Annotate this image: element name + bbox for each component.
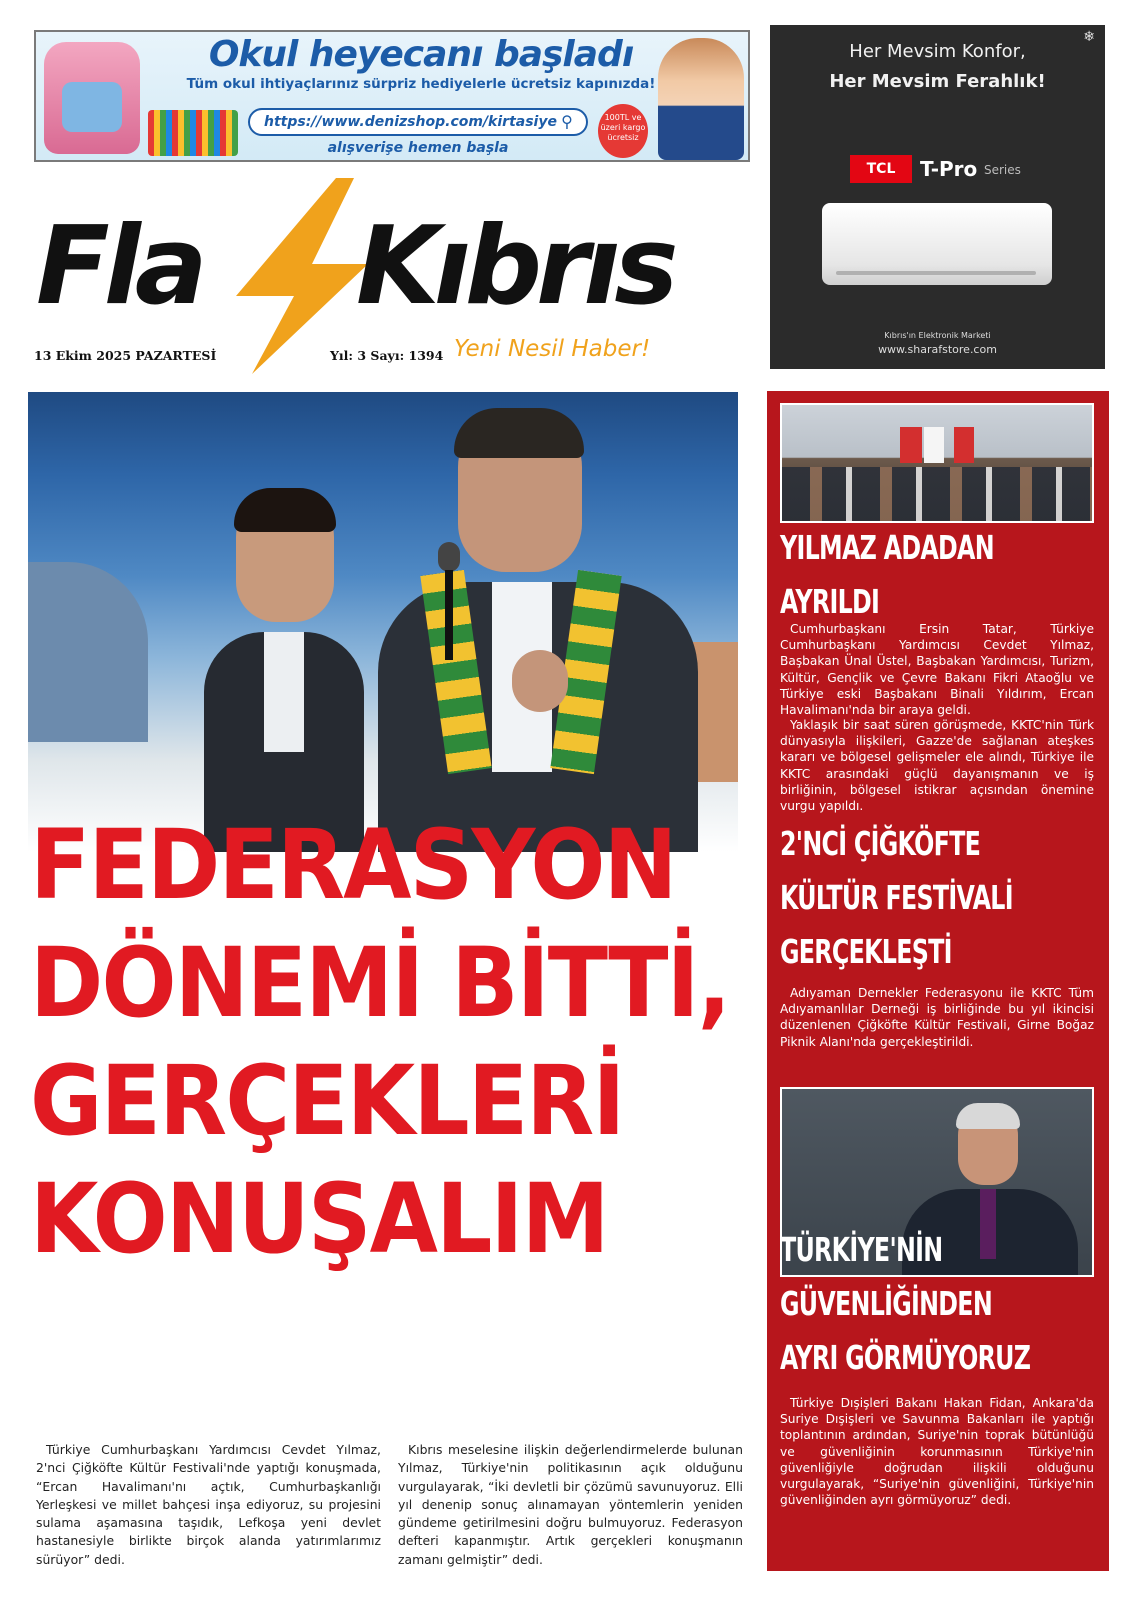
tcl-logo: TCL [850,155,912,183]
ad-subline: Tüm okul ihtiyaçlarınız sürpriz hediyelerle ücretsiz kapınızda! [186,76,656,92]
ad-headline: Okul heyecanı başladı [208,34,634,75]
news-sidebar [767,391,1109,1571]
story2-headline-line[interactable]: 2'NCİ ÇİĞKÖFTE [780,824,981,863]
main-headline[interactable] [30,806,770,1278]
snowflake-icon: ❄ [1083,29,1095,45]
issue-date: 13 Ekim 2025 PAZARTESİ [34,348,217,363]
free-shipping-badge: 100TL ve üzeri kargo ücretsiz [598,104,648,158]
story1-headline-line[interactable]: YILMAZ ADADAN [780,528,994,567]
background-hill [28,562,148,742]
ad-line2: Her Mevsim Ferahlık! [829,71,1046,92]
search-icon: ⚲ [561,112,573,131]
air-conditioner-image [822,203,1052,285]
main-story-photo [28,392,738,852]
story1-body-1: Cumhurbaşkanı Ersin Tatar, Türkiye Cumhurbaşkanı Yardımcısı Cevdet Yılmaz, Başbakan Ünal Üstel, Başbakan Yardımcısı, Turizm, Kültür, Gençlik ve Çevre Bakanı Fikri Ataoğlu ve Türkiye eski Başbakanı Binali Yıldırım, Ercan Havalimanı'nda bir araya geldi. [780,622,1094,718]
issue-number: Yıl: 3 Sayı: 1394 [330,348,444,363]
ad-line1: Her Mevsim Konfor, [849,41,1026,62]
main-story-column-2: Kıbrıs meselesine ilişkin değerlendirmelerde bulunan Yılmaz, Türkiye'nin politikasının açık olduğunu vurgulayarak, “İki devletli bir çözümü savunuyoruz. Elli yıl denenip sonuç alınamayan yöntemlerin yeniden gündeme getirilmesini doğru bulmuyoruz. Federasyon defteri kapanmıştır. Artık gerçekleri konuşmanın zamanı gelmiştir” dedi. [398,1442,743,1567]
ad-cta[interactable]: alışverişe hemen başla [327,140,509,156]
air-conditioner-ad[interactable] [770,25,1105,369]
ad-url[interactable]: https://www.denizshop.com/kirtasiye [248,108,588,136]
headline-line: GERÇEKLERİ [30,1045,624,1157]
story2-body: Adıyaman Dernekler Federasyonu ile KKTC Tüm Adıyamanlılar Derneği iş birliğinde bu yıl ikincisi düzenlenen Çiğköfte Kültür Festivali, Girne Boğaz Piknik Alanı'nda gerçekleştirildi. [780,986,1094,1049]
backpack-image [44,42,140,154]
store-url[interactable]: www.sharafstore.com [878,343,997,356]
headline-line: DÖNEMİ BİTTİ, [30,927,730,1039]
headline-line: KONUŞALIM [30,1163,608,1275]
story3-headline-line[interactable]: GÜVENLİĞİNDEN [780,1284,992,1323]
logo-text-kibris: Kıbrıs [356,204,673,329]
person-speaking [368,412,708,852]
microphone-icon [438,542,460,572]
pencils-image [148,110,238,156]
schoolgirl-image [658,38,744,160]
story2-headline-line[interactable]: KÜLTÜR FESTİVALİ [780,878,1013,917]
story3-headline-line[interactable]: TÜRKİYE'NİN [780,1230,943,1269]
meeting-photo [780,403,1094,523]
story3-headline-line[interactable]: AYRI GÖRMÜYORUZ [780,1338,1031,1377]
story1-body-2: Yaklaşık bir saat süren görüşmede, KKTC'nin Türk dünyasıyla ilişkileri, Gazze'de sağlanan ateşkes kararı ve bölgesel gelişmeler ele alındı, Türkiye ile KKTC arasındaki güçlü dayanışmanın ve iş birliğinin, bölgesel istikrar açısından önemine vurgu yapıldı. [780,718,1094,814]
person-left [204,492,364,852]
headline-line: FEDERASYON [30,809,676,921]
main-story-column-1: Türkiye Cumhurbaşkanı Yardımcısı Cevdet Yılmaz, 2'nci Çiğköfte Kültür Festivali'nde yaptığı konuşmada, “Ercan Havalimanı'nı açtık, Cumhurbaşkanlığı Yerleşkesi ve millet bahçesi inşa ediyoruz, su projesini sulama aşamasına taşıdık, Lefkoşa yeni devlet hastanesiyle birlikte birçok alanda yatırımlarımız sürüyor” dedi. [36,1442,381,1567]
model-series: Series [984,163,1021,177]
story2-headline-line[interactable]: GERÇEKLEŞTİ [780,932,952,971]
model-name: T-Pro [920,157,978,181]
story3-body: Türkiye Dışişleri Bakanı Hakan Fidan, Ankara'da Suriye Dışişleri ve Savunma Bakanları ile yaptığı toplantının ardından, Suriye'nin toprak bütünlüğü ve güvenliğinin korunmasının Türkiye'nin güvenliğiyle doğrudan ilişkili olduğunu vurgulayarak, “Suriye'nin güvenliğini, Türkiye'nin güvenliğinden ayrı görmüyoruz” dedi. [780,1396,1094,1508]
hand [512,650,568,712]
logo-text-fla: Fla [36,204,202,329]
store-tagline: Kıbrıs'ın Elektronik Marketi [884,331,991,340]
school-supplies-ad[interactable] [34,30,750,162]
story1-headline-line[interactable]: AYRILDI [780,582,880,621]
slogan: Yeni Nesil Haber! [454,336,651,362]
